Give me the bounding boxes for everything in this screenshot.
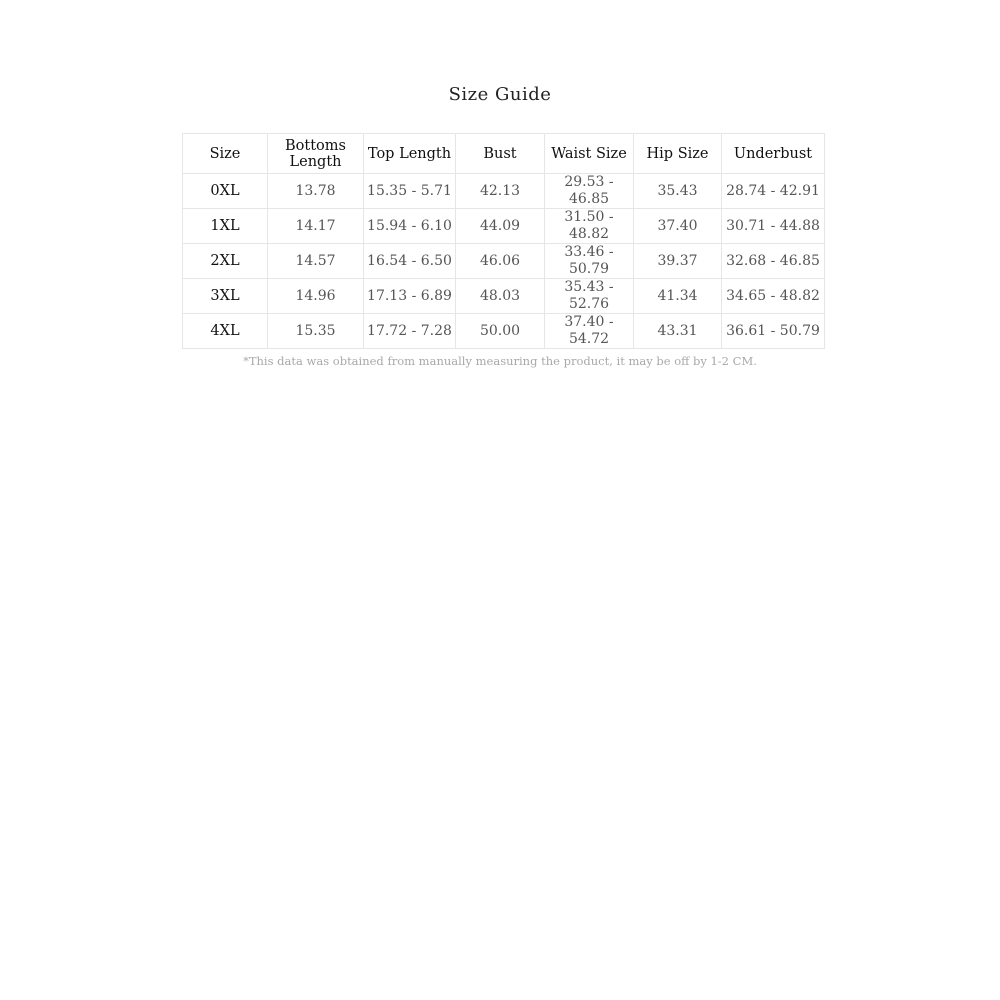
cell-hip-size: 41.34 [634, 279, 722, 314]
table-row [183, 244, 825, 279]
cell-size: 4XL [183, 314, 268, 349]
page-title: Size Guide [448, 84, 552, 105]
cell-bottoms-length: 14.57 [268, 244, 364, 279]
cell-bottoms-length: 15.35 [268, 314, 364, 349]
cell-hip-size: 37.40 [634, 209, 722, 244]
cell-bottoms-length: 13.78 [268, 174, 364, 209]
header-hip-size: Hip Size [634, 134, 722, 174]
cell-top-length: 17.13 - 6.89 [364, 279, 456, 314]
table-row [183, 174, 825, 209]
cell-top-length: 17.72 - 7.28 [364, 314, 456, 349]
cell-waist-size: 33.46 - 50.79 [545, 244, 634, 279]
cell-underbust: 32.68 - 46.85 [722, 244, 825, 279]
table-row [183, 279, 825, 314]
header-bottoms-length: Bottoms Length [268, 134, 364, 174]
header-waist-size: Waist Size [545, 134, 634, 174]
header-size: Size [183, 134, 268, 174]
header-bust: Bust [456, 134, 545, 174]
cell-bust: 48.03 [456, 279, 545, 314]
cell-size: 1XL [183, 209, 268, 244]
size-table [182, 133, 825, 349]
cell-size: 0XL [183, 174, 268, 209]
cell-hip-size: 43.31 [634, 314, 722, 349]
cell-bust: 50.00 [456, 314, 545, 349]
table-row [183, 209, 825, 244]
header-underbust: Underbust [722, 134, 825, 174]
cell-underbust: 28.74 - 42.91 [722, 174, 825, 209]
cell-underbust: 36.61 - 50.79 [722, 314, 825, 349]
cell-top-length: 15.94 - 6.10 [364, 209, 456, 244]
measurement-note: *This data was obtained from manually measuring the product, it may be off by 1-2 CM. [243, 354, 757, 368]
cell-waist-size: 29.53 - 46.85 [545, 174, 634, 209]
cell-size: 2XL [183, 244, 268, 279]
cell-underbust: 30.71 - 44.88 [722, 209, 825, 244]
cell-bust: 46.06 [456, 244, 545, 279]
cell-top-length: 15.35 - 5.71 [364, 174, 456, 209]
header-top-length: Top Length [364, 134, 456, 174]
table-header-row [183, 134, 825, 174]
cell-waist-size: 31.50 - 48.82 [545, 209, 634, 244]
cell-hip-size: 39.37 [634, 244, 722, 279]
cell-bottoms-length: 14.96 [268, 279, 364, 314]
cell-bust: 42.13 [456, 174, 545, 209]
table-row [183, 314, 825, 349]
cell-hip-size: 35.43 [634, 174, 722, 209]
cell-underbust: 34.65 - 48.82 [722, 279, 825, 314]
cell-bust: 44.09 [456, 209, 545, 244]
cell-bottoms-length: 14.17 [268, 209, 364, 244]
cell-waist-size: 37.40 - 54.72 [545, 314, 634, 349]
cell-top-length: 16.54 - 6.50 [364, 244, 456, 279]
cell-waist-size: 35.43 - 52.76 [545, 279, 634, 314]
cell-size: 3XL [183, 279, 268, 314]
